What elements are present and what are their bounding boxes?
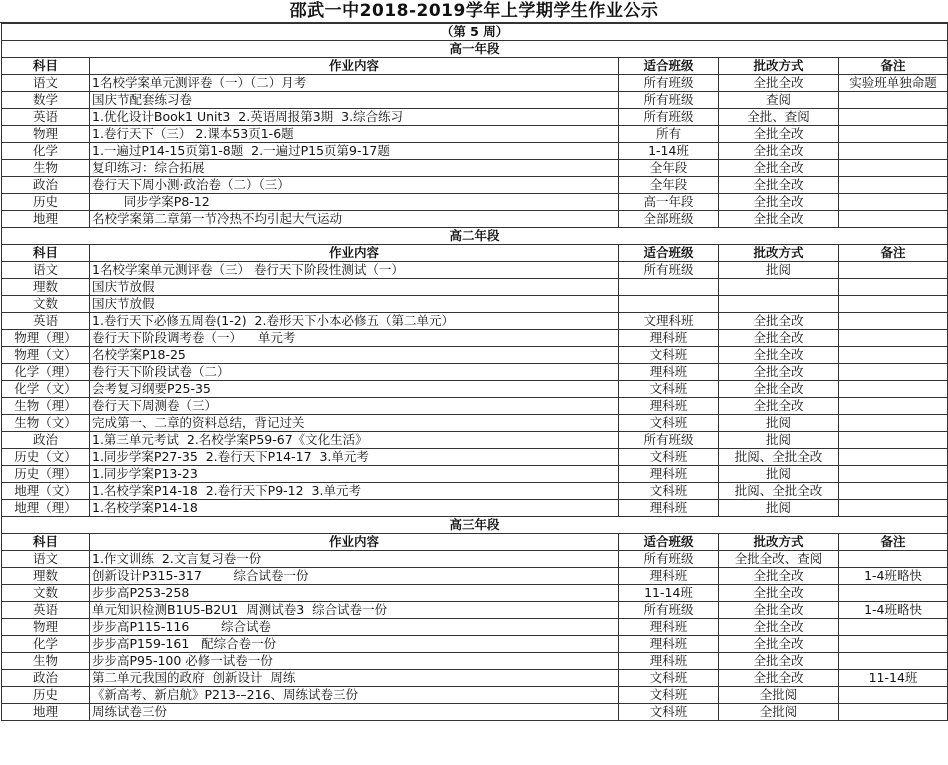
method-cell: 全批全改 [719, 398, 839, 415]
method-cell: 全批全改 [719, 347, 839, 364]
subject-cell: 生物（理） [2, 398, 90, 415]
table-row [2, 262, 948, 279]
notes-cell [839, 177, 948, 194]
classes-cell: 理科班 [619, 619, 719, 636]
classes-cell: 理科班 [619, 500, 719, 517]
notes-cell [839, 551, 948, 568]
table-row [2, 636, 948, 653]
table-row [2, 160, 948, 177]
method-cell: 批阅 [719, 466, 839, 483]
table-row [2, 551, 948, 568]
subject-cell: 地理（文） [2, 483, 90, 500]
subject-cell: 语文 [2, 75, 90, 92]
method-cell: 全批全改 [719, 177, 839, 194]
content-cell: 名校学案第二章第一节冷热不均引起大气运动 [90, 211, 619, 228]
table-row [2, 466, 948, 483]
content-cell: 第二单元我国的政府 创新设计 周练 [90, 670, 619, 687]
notes-cell [839, 466, 948, 483]
content-cell: 1.名校学案P14-18 [90, 500, 619, 517]
notes-cell [839, 160, 948, 177]
subject-cell: 地理 [2, 704, 90, 721]
content-cell: 同步学案P8-12 [90, 194, 619, 211]
notes-cell [839, 126, 948, 143]
table-row [2, 602, 948, 619]
week-label: （第 5 周） [2, 24, 948, 41]
classes-cell: 文科班 [619, 415, 719, 432]
column-header-row [2, 245, 948, 262]
notes-cell [839, 194, 948, 211]
notes-cell: 11-14班 [839, 670, 948, 687]
notes-cell [839, 262, 948, 279]
content-cell: 创新设计P315-317 综合试卷一份 [90, 568, 619, 585]
content-cell: 1.一遍过P14-15页第1-8题 2.一遍过P15页第9-17题 [90, 143, 619, 160]
classes-cell: 文科班 [619, 347, 719, 364]
page-title: 邵武一中2018-2019学年上学期学生作业公示 [0, 0, 948, 23]
table-row [2, 500, 948, 517]
content-cell: 1名校学案单元测评卷（三） 卷行天下阶段性测试（一） [90, 262, 619, 279]
table-row [2, 194, 948, 211]
content-cell: 卷行天下周测卷（三） [90, 398, 619, 415]
content-cell: 名校学案P18-25 [90, 347, 619, 364]
classes-cell: 理科班 [619, 330, 719, 347]
table-row [2, 177, 948, 194]
method-cell: 查阅 [719, 92, 839, 109]
method-cell: 全批全改 [719, 160, 839, 177]
notes-cell [839, 109, 948, 126]
method-cell: 全批阅 [719, 687, 839, 704]
table-row [2, 211, 948, 228]
classes-cell: 所有班级 [619, 92, 719, 109]
subject-cell: 理数 [2, 279, 90, 296]
table-row [2, 364, 948, 381]
notes-cell [839, 687, 948, 704]
header-notes: 备注 [839, 58, 948, 75]
method-cell: 全批全改 [719, 364, 839, 381]
classes-cell: 文科班 [619, 687, 719, 704]
content-cell: 卷行天下阶段调考卷（一） 单元考 [90, 330, 619, 347]
classes-cell: 理科班 [619, 364, 719, 381]
table-row [2, 109, 948, 126]
classes-cell: 11-14班 [619, 585, 719, 602]
notes-cell: 1-4班略快 [839, 568, 948, 585]
content-cell: 1.第三单元考试 2.名校学案P59-67《文化生活》 [90, 432, 619, 449]
classes-cell: 文科班 [619, 381, 719, 398]
content-cell: 步步高P115-116 综合试卷 [90, 619, 619, 636]
subject-cell: 物理（文） [2, 347, 90, 364]
subject-cell: 地理（理） [2, 500, 90, 517]
section-title: 高一年段 [2, 41, 948, 58]
notes-cell [839, 483, 948, 500]
subject-cell: 英语 [2, 313, 90, 330]
classes-cell: 文科班 [619, 670, 719, 687]
notes-cell [839, 585, 948, 602]
content-cell: 《新高考、新启航》P213-–216、周练试卷三份 [90, 687, 619, 704]
table-row [2, 381, 948, 398]
subject-cell: 化学（理） [2, 364, 90, 381]
subject-cell: 语文 [2, 262, 90, 279]
column-header-row [2, 534, 948, 551]
content-cell: 步步高P253-258 [90, 585, 619, 602]
notes-cell [839, 636, 948, 653]
content-cell: 1.卷行天下（三） 2.课本53页1-6题 [90, 126, 619, 143]
subject-cell: 化学（文） [2, 381, 90, 398]
classes-cell: 理科班 [619, 568, 719, 585]
classes-cell: 所有班级 [619, 432, 719, 449]
section-title: 高二年段 [2, 228, 948, 245]
subject-cell: 政治 [2, 432, 90, 449]
method-cell: 全批全改 [719, 330, 839, 347]
classes-cell: 理科班 [619, 398, 719, 415]
table-row [2, 313, 948, 330]
subject-cell: 语文 [2, 551, 90, 568]
method-cell [719, 279, 839, 296]
content-cell: 国庆节放假 [90, 279, 619, 296]
method-cell: 全批全改 [719, 381, 839, 398]
section-header-row [2, 228, 948, 245]
classes-cell: 所有班级 [619, 109, 719, 126]
subject-cell: 英语 [2, 109, 90, 126]
table-row [2, 483, 948, 500]
content-cell: 国庆节配套练习卷 [90, 92, 619, 109]
method-cell: 全批全改 [719, 653, 839, 670]
column-header-row [2, 58, 948, 75]
table-row [2, 126, 948, 143]
content-cell: 复印练习：综合拓展 [90, 160, 619, 177]
notes-cell [839, 92, 948, 109]
classes-cell: 文科班 [619, 483, 719, 500]
header-classes: 适合班级 [619, 58, 719, 75]
method-cell: 全批、查阅 [719, 109, 839, 126]
classes-cell: 高一年段 [619, 194, 719, 211]
table-row [2, 432, 948, 449]
subject-cell: 物理 [2, 619, 90, 636]
subject-cell: 历史 [2, 687, 90, 704]
method-cell: 全批全改 [719, 211, 839, 228]
subject-cell: 物理 [2, 126, 90, 143]
notes-cell [839, 211, 948, 228]
classes-cell: 所有 [619, 126, 719, 143]
notes-cell [839, 653, 948, 670]
method-cell: 全批全改 [719, 619, 839, 636]
notes-cell [839, 704, 948, 721]
header-subject: 科目 [2, 58, 90, 75]
notes-cell: 实验班单独命题 [839, 75, 948, 92]
content-cell: 1.作文训练 2.文言复习卷一份 [90, 551, 619, 568]
classes-cell: 文科班 [619, 449, 719, 466]
classes-cell: 所有班级 [619, 551, 719, 568]
header-content: 作业内容 [90, 58, 619, 75]
section-header-row [2, 41, 948, 58]
subject-cell: 地理 [2, 211, 90, 228]
classes-cell: 全年段 [619, 160, 719, 177]
header-content: 作业内容 [90, 534, 619, 551]
notes-cell [839, 296, 948, 313]
homework-table [1, 23, 948, 721]
notes-cell [839, 381, 948, 398]
method-cell: 全批全改 [719, 126, 839, 143]
week-row [2, 24, 948, 41]
subject-cell: 历史 [2, 194, 90, 211]
header-classes: 适合班级 [619, 534, 719, 551]
table-row [2, 296, 948, 313]
content-cell: 会考复习纲要P25-35 [90, 381, 619, 398]
subject-cell: 文数 [2, 296, 90, 313]
classes-cell [619, 279, 719, 296]
content-cell: 卷行天下周小测·政治卷（二）（三） [90, 177, 619, 194]
subject-cell: 生物 [2, 653, 90, 670]
notes-cell [839, 415, 948, 432]
header-subject: 科目 [2, 534, 90, 551]
header-method: 批改方式 [719, 534, 839, 551]
method-cell: 全批全改 [719, 143, 839, 160]
subject-cell: 历史（理） [2, 466, 90, 483]
table-row [2, 75, 948, 92]
notes-cell [839, 500, 948, 517]
header-subject: 科目 [2, 245, 90, 262]
table-row [2, 449, 948, 466]
table-row [2, 653, 948, 670]
subject-cell: 生物（文） [2, 415, 90, 432]
method-cell [719, 296, 839, 313]
notes-cell: 1-4班略快 [839, 602, 948, 619]
classes-cell: 理科班 [619, 636, 719, 653]
table-row [2, 568, 948, 585]
method-cell: 全批全改 [719, 585, 839, 602]
subject-cell: 化学 [2, 636, 90, 653]
method-cell: 全批全改 [719, 194, 839, 211]
classes-cell: 全部班级 [619, 211, 719, 228]
content-cell: 完成第一、二章的资料总结，背记过关 [90, 415, 619, 432]
method-cell: 全批全改 [719, 75, 839, 92]
content-cell: 国庆节放假 [90, 296, 619, 313]
notes-cell [839, 449, 948, 466]
header-method: 批改方式 [719, 245, 839, 262]
classes-cell: 理科班 [619, 466, 719, 483]
section-header-row [2, 517, 948, 534]
content-cell: 单元知识检测B1U5-B2U1 周测试卷3 综合试卷一份 [90, 602, 619, 619]
table-row [2, 347, 948, 364]
content-cell: 1.同步学案P27-35 2.卷行天下P14-17 3.单元考 [90, 449, 619, 466]
classes-cell: 所有班级 [619, 602, 719, 619]
table-row [2, 143, 948, 160]
table-row [2, 415, 948, 432]
table-row [2, 619, 948, 636]
method-cell: 全批全改 [719, 670, 839, 687]
notes-cell [839, 347, 948, 364]
header-notes: 备注 [839, 245, 948, 262]
header-notes: 备注 [839, 534, 948, 551]
classes-cell: 所有班级 [619, 262, 719, 279]
notes-cell [839, 398, 948, 415]
subject-cell: 文数 [2, 585, 90, 602]
classes-cell: 1-14班 [619, 143, 719, 160]
subject-cell: 理数 [2, 568, 90, 585]
subject-cell: 历史（文） [2, 449, 90, 466]
section-title: 高三年段 [2, 517, 948, 534]
subject-cell: 政治 [2, 670, 90, 687]
table-row [2, 279, 948, 296]
subject-cell: 化学 [2, 143, 90, 160]
subject-cell: 生物 [2, 160, 90, 177]
header-classes: 适合班级 [619, 245, 719, 262]
content-cell: 1名校学案单元测评卷（一）（二）月考 [90, 75, 619, 92]
content-cell: 1.名校学案P14-18 2.卷行天下P9-12 3.单元考 [90, 483, 619, 500]
method-cell: 批阅、全批全改 [719, 449, 839, 466]
table-row [2, 585, 948, 602]
method-cell: 全批全改、查阅 [719, 551, 839, 568]
header-method: 批改方式 [719, 58, 839, 75]
method-cell: 全批全改 [719, 313, 839, 330]
table-row [2, 398, 948, 415]
classes-cell: 所有班级 [619, 75, 719, 92]
content-cell: 1.优化设计Book1 Unit3 2.英语周报第3期 3.综合练习 [90, 109, 619, 126]
content-cell: 步步高P95-100 必修一试卷一份 [90, 653, 619, 670]
subject-cell: 英语 [2, 602, 90, 619]
subject-cell: 物理（理） [2, 330, 90, 347]
method-cell: 批阅、全批全改 [719, 483, 839, 500]
notes-cell [839, 279, 948, 296]
classes-cell: 理科班 [619, 653, 719, 670]
content-cell: 1.卷行天下必修五周卷(1-2) 2.卷形天下小本必修五（第二单元） [90, 313, 619, 330]
table-row [2, 687, 948, 704]
method-cell: 批阅 [719, 500, 839, 517]
notes-cell [839, 330, 948, 347]
method-cell: 批阅 [719, 415, 839, 432]
table-row [2, 330, 948, 347]
method-cell: 批阅 [719, 262, 839, 279]
classes-cell: 文科班 [619, 704, 719, 721]
content-cell: 1.同步学案P13-23 [90, 466, 619, 483]
table-row [2, 704, 948, 721]
header-content: 作业内容 [90, 245, 619, 262]
content-cell: 周练试卷三份 [90, 704, 619, 721]
classes-cell: 文理科班 [619, 313, 719, 330]
table-row [2, 670, 948, 687]
subject-cell: 政治 [2, 177, 90, 194]
notes-cell [839, 313, 948, 330]
method-cell: 全批全改 [719, 636, 839, 653]
notes-cell [839, 364, 948, 381]
content-cell: 步步高P159-161 配综合卷一份 [90, 636, 619, 653]
method-cell: 全批阅 [719, 704, 839, 721]
method-cell: 全批全改 [719, 602, 839, 619]
notes-cell [839, 432, 948, 449]
table-row [2, 92, 948, 109]
method-cell: 批阅 [719, 432, 839, 449]
classes-cell [619, 296, 719, 313]
classes-cell: 全年段 [619, 177, 719, 194]
method-cell: 全批全改 [719, 568, 839, 585]
subject-cell: 数学 [2, 92, 90, 109]
notes-cell [839, 619, 948, 636]
content-cell: 卷行天下阶段试卷（二） [90, 364, 619, 381]
notes-cell [839, 143, 948, 160]
